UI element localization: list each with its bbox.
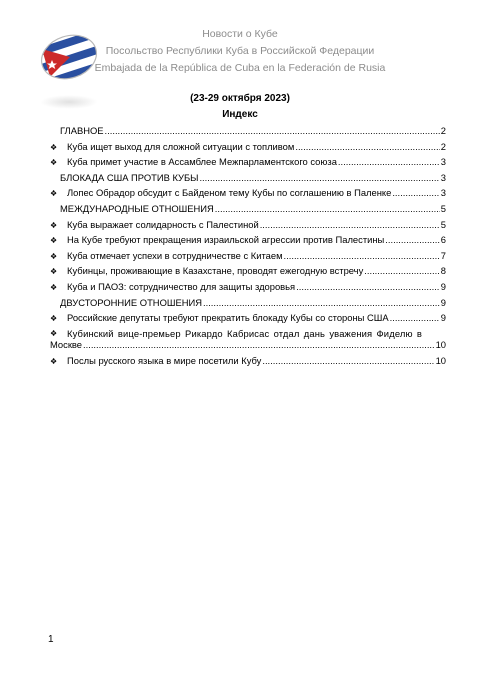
toc-page-number: 2 xyxy=(440,125,446,136)
toc-page-number: 7 xyxy=(440,249,446,261)
date-range: (23-29 октября 2023) xyxy=(190,93,290,104)
toc-section-title: ГЛАВНОЕ xyxy=(60,125,104,136)
toc-item-title: Российские депутаты требуют прекратить блокаду Кубы со стороны США xyxy=(67,312,389,324)
toc-page-number: 3 xyxy=(440,187,446,199)
toc-item-title-line1: Кубинский вице-премьер Рикардо Кабрисас отдал дань уважения Фиделю в xyxy=(67,327,423,339)
toc-item[interactable] xyxy=(50,248,446,264)
diamond-bullet-icon: ❖ xyxy=(50,236,58,246)
table-of-contents xyxy=(50,123,446,368)
toc-leader xyxy=(390,310,440,326)
toc-page-number: 10 xyxy=(435,354,446,366)
diamond-bullet-icon: ❖ xyxy=(50,267,58,277)
toc-item[interactable] xyxy=(50,139,446,155)
toc-page-number: 5 xyxy=(440,218,446,230)
toc-item-title: Кубинцы, проживающие в Казахстане, проводят ежегодную встречу xyxy=(67,265,364,277)
diamond-bullet-icon: ❖ xyxy=(50,220,58,230)
toc-section-title: МЕЖДУНАРОДНЫЕ ОТНОШЕНИЯ xyxy=(60,202,214,214)
toc-leader xyxy=(392,185,439,201)
toc-page-number: 9 xyxy=(440,296,446,308)
diamond-bullet-icon: ❖ xyxy=(50,189,58,199)
toc-leader xyxy=(295,139,439,155)
toc-item-title: Куба выражает солидарность с Палестиной xyxy=(67,218,259,230)
toc-item[interactable] xyxy=(50,263,446,279)
toc-item-title: На Кубе требуют прекращения израильской агрессии против Палестины xyxy=(67,234,385,246)
page-number: 1 xyxy=(48,634,54,645)
toc-leader xyxy=(284,248,440,264)
toc-item[interactable] xyxy=(50,328,446,351)
toc-item-title: Послы русского языка в мире посетили Кубу xyxy=(67,354,262,366)
toc-page-number: 2 xyxy=(440,140,446,152)
toc-item[interactable] xyxy=(50,154,446,170)
toc-leader xyxy=(260,217,440,233)
toc-section-blockade[interactable] xyxy=(50,170,446,186)
diamond-bullet-icon: ❖ xyxy=(50,356,58,366)
toc-item-title: Куба примет участие в Ассамблее Межпарламентского союза xyxy=(67,156,337,168)
toc-page-number: 3 xyxy=(440,156,446,168)
toc-item-title-line2: Москве xyxy=(50,338,83,350)
toc-item[interactable] xyxy=(50,217,446,233)
toc-page-number: 3 xyxy=(440,171,446,183)
toc-item-title: Лопес Обрадор обсудит с Байденом тему Кубы по соглашению в Паленке xyxy=(67,187,392,199)
toc-item-title: Куба ищет выход для сложной ситуации с топливом xyxy=(67,140,295,152)
toc-page-number: 9 xyxy=(440,280,446,292)
header-embassy-es: Embajada de la República de Cuba en la Federación de Rusia xyxy=(94,62,386,74)
toc-leader xyxy=(296,279,440,295)
toc-leader xyxy=(83,339,435,350)
toc-page-number: 6 xyxy=(440,234,446,246)
diamond-bullet-icon: ❖ xyxy=(50,314,58,324)
diamond-bullet-icon: ❖ xyxy=(50,158,58,168)
toc-item-title: Куба и ПАОЗ: сотрудничество для защиты здоровья xyxy=(67,280,296,292)
toc-leader xyxy=(262,353,434,369)
toc-leader xyxy=(105,123,440,139)
diamond-bullet-icon: ❖ xyxy=(50,328,58,338)
cuban-flag-logo xyxy=(40,33,98,81)
toc-item[interactable] xyxy=(50,232,446,248)
toc-section-title: БЛОКАДА США ПРОТИВ КУБЫ xyxy=(60,171,199,183)
header-title: Новости о Кубе xyxy=(202,28,278,40)
toc-leader xyxy=(338,154,440,170)
toc-leader xyxy=(203,295,440,311)
toc-section-main[interactable] xyxy=(50,123,446,139)
toc-page-number: 8 xyxy=(440,265,446,277)
toc-section-international[interactable] xyxy=(50,201,446,217)
toc-item[interactable] xyxy=(50,353,446,369)
toc-section-title: ДВУСТОРОННИЕ ОТНОШЕНИЯ xyxy=(60,296,202,308)
toc-leader xyxy=(364,263,440,279)
toc-item[interactable] xyxy=(50,310,446,326)
index-title: Индекс xyxy=(222,109,258,120)
toc-leader xyxy=(215,201,440,217)
toc-leader xyxy=(199,170,439,186)
toc-item[interactable] xyxy=(50,185,446,201)
toc-page-number: 9 xyxy=(440,312,446,324)
toc-section-bilateral[interactable] xyxy=(50,295,446,311)
toc-page-number: 10 xyxy=(435,338,446,350)
diamond-bullet-icon: ❖ xyxy=(50,142,58,152)
diamond-bullet-icon: ❖ xyxy=(50,282,58,292)
toc-item[interactable] xyxy=(50,279,446,295)
diamond-bullet-icon: ❖ xyxy=(50,251,58,261)
toc-item-title: Куба отмечает успехи в сотрудничестве с Китаем xyxy=(67,249,283,261)
toc-page-number: 5 xyxy=(440,202,446,214)
header-embassy-ru: Посольство Республики Куба в Российской Федерации xyxy=(105,45,375,57)
toc-leader xyxy=(385,232,440,248)
